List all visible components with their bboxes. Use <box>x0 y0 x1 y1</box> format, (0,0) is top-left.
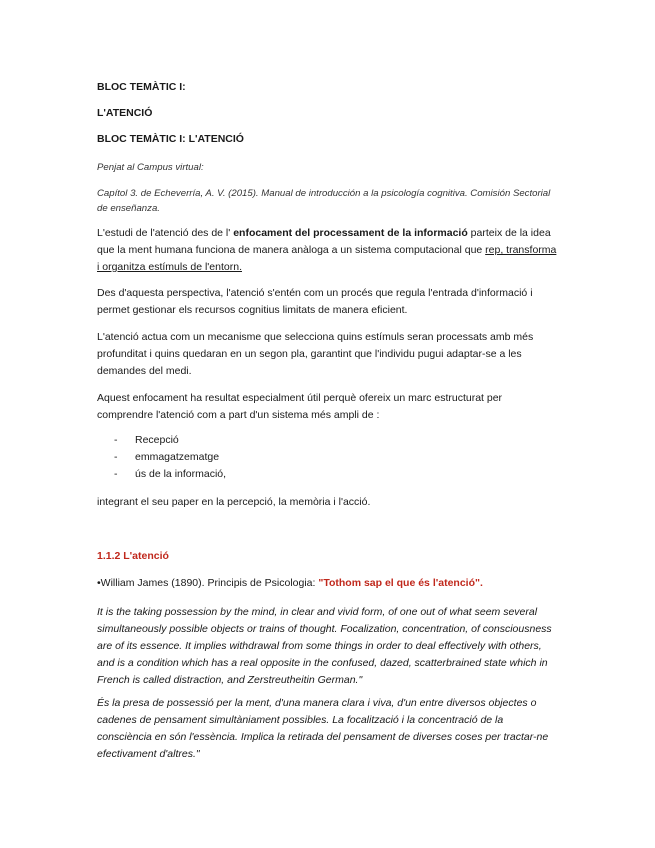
campus-label: Penjat al Campus virtual: <box>97 162 204 173</box>
intro-text-1: L'estudi de l'atenció des de l' <box>97 227 234 239</box>
intro-bold: enfocament del processament de la informació <box>233 227 468 239</box>
paragraph-integrant: integrant el seu paper en la percepció, la memòria i l'acció. <box>97 496 371 508</box>
james-prefix: •William James (1890). Principis de Psicologia: <box>97 577 319 589</box>
paragraph-enfocament: Aquest enfocament ha resultat especialment útil perquè ofereix un marc estructurat per comprendre l'atenció com a part d'un sistema més ampli de : <box>97 392 503 421</box>
list-item <box>114 449 226 466</box>
list-item <box>114 466 226 483</box>
list-item-label: ús de la informació, <box>135 468 227 480</box>
campus-reference: Capítol 3. de Echeverría, A. V. (2015). Manual de introducción a la psicología cognitiva. Comisión Sectorial de enseñanza. <box>97 188 551 214</box>
atencio-title: L'ATENCIÓ <box>97 107 153 119</box>
catalan-quote: És la presa de possessió per la ment, d'una manera clara i viva, d'un entre diversos objectes o cadenes de pensament simultàniament possibles. La focalització i la concentració de la consciència en són l'essència. Implica la retirada del pensament de diverses coses per tractar-ne efectivament d'altres." <box>97 697 549 760</box>
english-quote: It is the taking possession by the mind, in clear and vivid form, of one out of what seem several simultaneously possible objects or trains of thought. Focalization, concentration, of consciousness are of its essence. It implies withdrawal from some things in order to deal effectively with others, and is a condition which has a real opposite in the confused, dazed, scatterbrained state which in French is called distraction, and Zerstreutheitin German." <box>97 606 552 686</box>
intro-underlined: rep, transforma i organitza estímuls de l'entorn. <box>97 244 557 273</box>
intro-paragraph <box>97 225 557 276</box>
list-dash: - <box>114 434 118 446</box>
section-heading: 1.1.2 L'atenció <box>97 550 169 562</box>
list-dash: - <box>114 451 118 463</box>
james-citation <box>97 575 483 592</box>
list-dash: - <box>114 468 118 480</box>
process-list <box>114 432 226 483</box>
list-item <box>114 432 226 449</box>
bloc-title: BLOC TEMÀTIC I: <box>97 81 186 93</box>
paragraph-mecanisme: L'atenció actua com un mecanisme que selecciona quins estímuls seran processats amb més profunditat i quins quedaran en un segon pla, garantint que l'individu pugui adaptar-se a les demandes del medi. <box>97 331 534 377</box>
paragraph-perspectiva: Des d'aquesta perspectiva, l'atenció s'entén com un procés que regula l'entrada d'informació i permet gestionar els recursos cognitius limitats de manera eficient. <box>97 287 533 316</box>
list-item-label: emmagatzematge <box>135 451 220 463</box>
full-title: BLOC TEMÀTIC I: L'ATENCIÓ <box>97 133 244 145</box>
james-quote: "Tothom sap el que és l'atenció". <box>318 577 483 589</box>
intro-text-2: parteix de la idea que la ment humana funciona de manera anàloga a un sistema computacional que <box>97 227 551 256</box>
list-item-label: Recepció <box>135 434 179 446</box>
